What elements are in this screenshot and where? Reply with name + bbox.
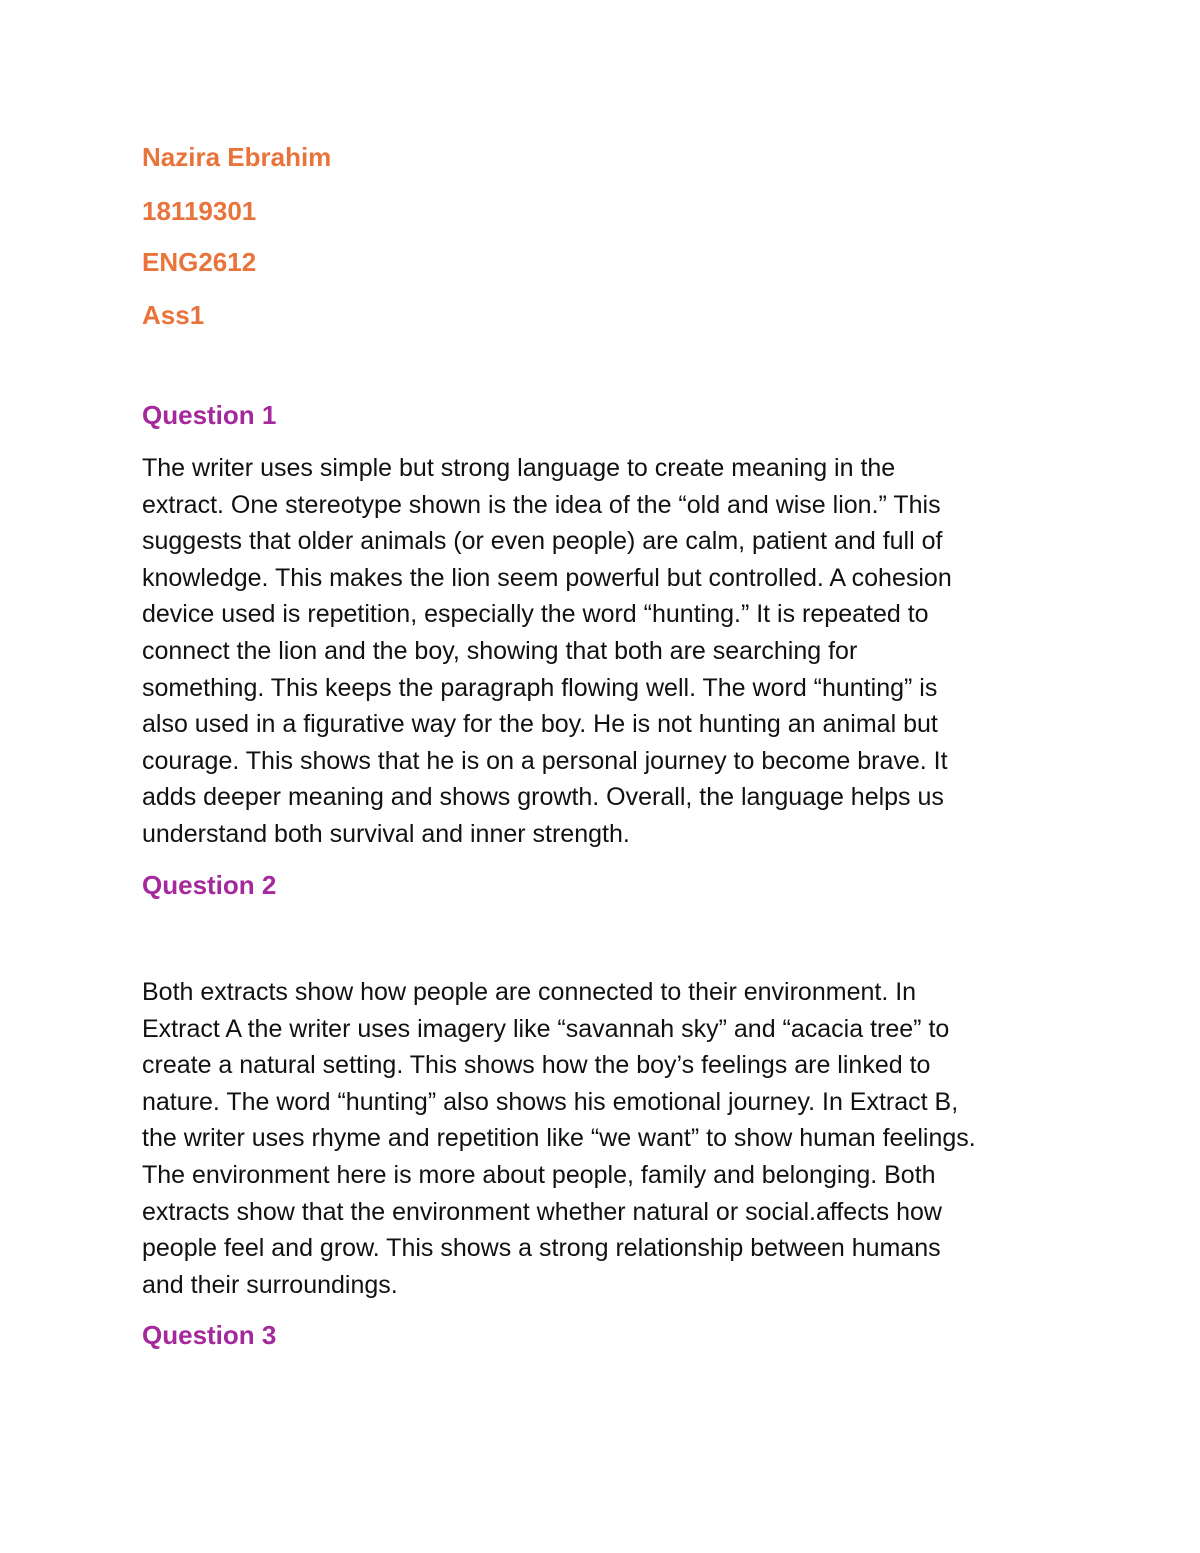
answer-line: suggests that older animals (or even people) are calm, patient and full of bbox=[142, 527, 943, 556]
question-2-answer bbox=[142, 974, 1072, 1303]
student-number: 18119301 bbox=[142, 196, 257, 226]
author-name: Nazira Ebrahim bbox=[142, 142, 332, 172]
answer-line: nature. The word “hunting” also shows his emotional journey. In Extract B, bbox=[142, 1087, 959, 1116]
question-3-heading: Question 3 bbox=[142, 1320, 277, 1350]
assignment-label: Ass1 bbox=[142, 300, 205, 330]
answer-line: knowledge. This makes the lion seem powerful but controlled. A cohesion bbox=[142, 563, 952, 592]
answer-line: the writer uses rhyme and repetition like “we want” to show human feelings. bbox=[142, 1124, 976, 1153]
answer-line: create a natural setting. This shows how the boy’s feelings are linked to bbox=[142, 1051, 931, 1080]
answer-line: The writer uses simple but strong language to create meaning in the bbox=[142, 454, 896, 482]
answer-line: Extract A the writer uses imagery like “savannah sky” and “acacia tree” to bbox=[142, 1014, 950, 1043]
question-1-answer bbox=[142, 450, 1072, 853]
answer-line: courage. This shows that he is on a personal journey to become brave. It bbox=[142, 746, 948, 775]
answer-line: adds deeper meaning and shows growth. Overall, the language helps us bbox=[142, 783, 944, 812]
answer-line: The environment here is more about people, family and belonging. Both bbox=[142, 1160, 936, 1189]
answer-line: something. This keeps the paragraph flowing well. The word “hunting” is bbox=[142, 673, 938, 702]
answer-line: and their surroundings. bbox=[142, 1270, 398, 1299]
question-1-heading: Question 1 bbox=[142, 400, 277, 430]
answer-line: people feel and grow. This shows a strong relationship between humans bbox=[142, 1234, 941, 1263]
answer-line: device used is repetition, especially the word “hunting.” It is repeated to bbox=[142, 600, 929, 629]
answer-line: Both extracts show how people are connected to their environment. In bbox=[142, 978, 917, 1006]
answer-line: extracts show that the environment whether natural or social.affects how bbox=[142, 1197, 942, 1226]
module-code: ENG2612 bbox=[142, 247, 257, 277]
question-2-heading: Question 2 bbox=[142, 870, 277, 900]
answer-line: extract. One stereotype shown is the idea of the “old and wise lion.” This bbox=[142, 490, 941, 519]
answer-line: also used in a figurative way for the boy. He is not hunting an animal but bbox=[142, 710, 938, 739]
answer-line: understand both survival and inner strength. bbox=[142, 819, 630, 848]
answer-line: connect the lion and the boy, showing that both are searching for bbox=[142, 636, 858, 665]
